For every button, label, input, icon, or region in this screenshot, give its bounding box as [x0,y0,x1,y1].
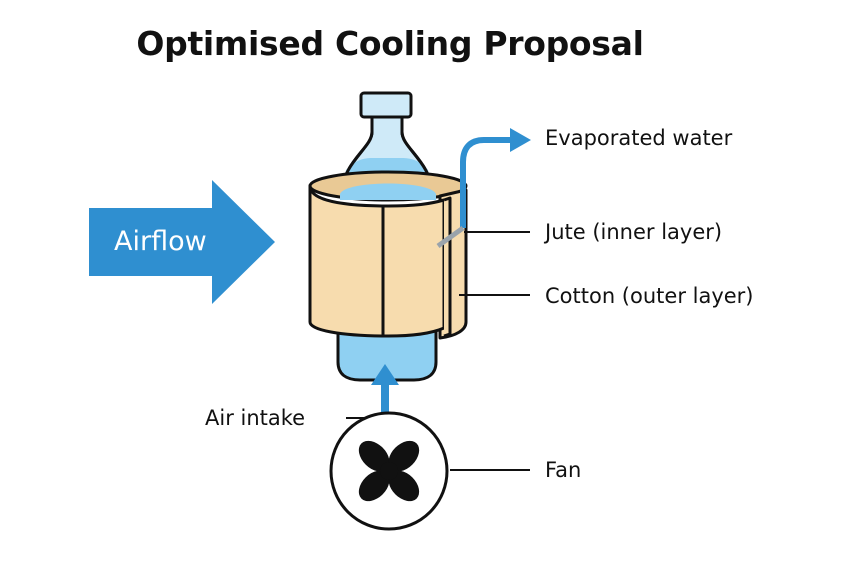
airflow-label: Airflow [114,226,207,257]
jute-label: Jute (inner layer) [545,220,723,244]
fan-label: Fan [545,458,582,482]
evaporation-arrow [463,140,512,228]
cotton-label: Cotton (outer layer) [545,284,754,308]
jute-inner-layer [310,186,444,336]
air-intake-label: Air intake [205,406,306,430]
bottle-cap [361,93,411,117]
diagram-title: Optimised Cooling Proposal [136,24,644,63]
evaporated-water-label: Evaporated water [545,126,733,150]
